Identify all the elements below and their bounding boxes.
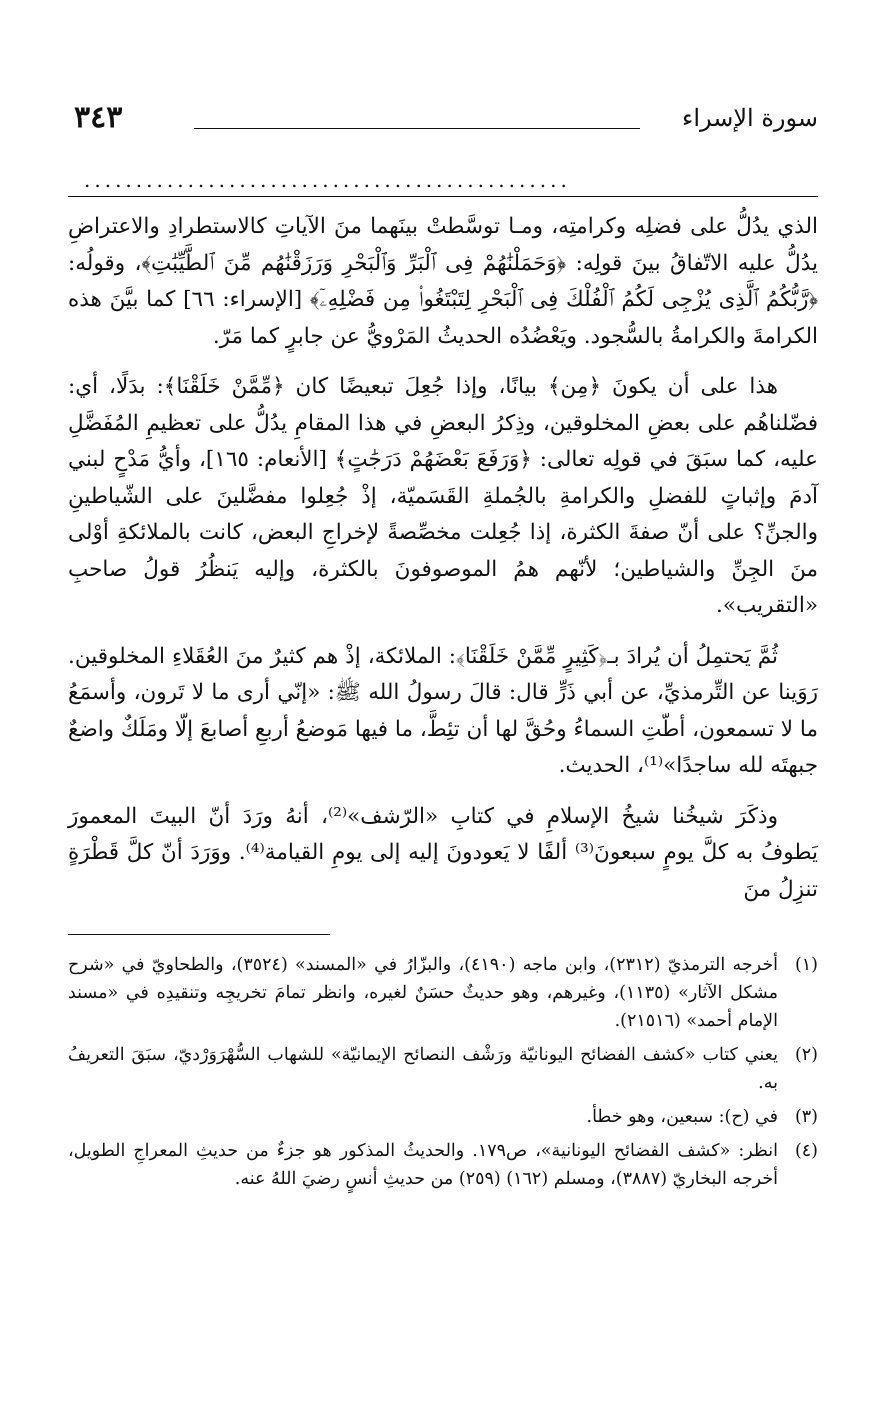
footnote bbox=[68, 951, 818, 1035]
book-page bbox=[68, 100, 818, 1199]
footnote-rule bbox=[68, 934, 330, 935]
footnote bbox=[68, 1137, 818, 1193]
footnote-text: يعني كتاب «كشف الفضائح اليونانيّة ورَشْف النصائح الإيمانيّة» للشهاب السُّهْرَوَرْديّ، سبَقَ التعريفُ به. bbox=[68, 1045, 778, 1093]
separator-rule bbox=[68, 196, 818, 197]
footnotes bbox=[68, 951, 818, 1193]
header-rule bbox=[194, 128, 640, 129]
paragraph: الذي يدُلُّ على فضلِه وكرامتِه، ومـا توسَّطتْ بينَهما منَ الآياتِ كالاستطرادِ والاعتراضِ يدُلُّ عليه الاتّفاقُ بينَ قولِه: ﴿وَحَمَلْنَٰهُمْ فِى ٱلْبَرِّ وَٱلْبَحْرِ وَرَزَقْنَٰهُم مِّنَ ٱلطَّيِّبَٰتِ﴾، وقولُه: ﴿رَّبُّكُمُ ٱلَّذِى يُزْجِى لَكُمُ ٱلْفُلْكَ فِى ٱلْبَحْرِ لِتَبْتَغُوا۟ مِن فَضْلِهِۦٓ﴾ [الإسراء: ٦٦] كما بيَّنَ هذه الكرامةَ والكرامةُ بالسُّجود. ويَعْضُدُه الحديثُ المَرْويُّ عن جابرٍ كما مَرّ. bbox=[68, 214, 818, 349]
page-number: ٣٤٣ bbox=[74, 100, 123, 135]
footnote-number: (٢) bbox=[794, 1045, 818, 1065]
footnote-number: (١) bbox=[794, 955, 818, 975]
footnote-text: أخرجه الترمذيّ (٢٣١٢)، وابن ماجه (٤١٩٠)، والبزّارُ في «المسند» (٣٥٢٤)، والطحاويّ في «شرح مشكل الآثار» (١١٣٥)، وغيرهم، وهو حديثٌ حسَنٌ لغيره، وانظر تمامَ تخريجِه وتنقيدِه في «مسند الإمام أحمد» (٢١٥١٦). bbox=[68, 955, 779, 1031]
footnote-number: (٣) bbox=[794, 1107, 818, 1127]
footnote-text: في (ح): سبعين، وهو خطأ. bbox=[586, 1107, 778, 1127]
footnote bbox=[68, 1103, 818, 1131]
paragraph: هذا على أن يكونَ ﴿مِن﴾ بيانًا، وإذا جُعِلَ تبعيضًا كان ﴿مِّمَّنْ خَلَقْنَا﴾: بدَلًا، أي: فضّلناهُم على بعضِ المخلوقين، وذِكرُ البعضِ في هذا المقامِ يدُلُّ على تعظيمِ المُفَضَّلِ عليه، كما سبَقَ في قولِه تعالى: ﴿وَرَفَعَ بَعْضَهُمْ دَرَجَٰتٍ﴾ [الأنعام: ١٦٥]، وأيُّ مَدْحٍ لبني آدمَ وإثباتٍ للفضلِ والكرامةِ بالجُملةِ القَسَميّة، إذْ جُعِلوا مفضَّلينَ على الشّياطينِ والجنِّ؟ على أنّ صفةَ الكثرة، إذا جُعِلت مخصِّصةً لإخراجِ البعض، كانت بالملائكةِ أوْلى منَ الجِنِّ والشياطين؛ لأنّهم همُ الموصوفونَ بالكثرة، وإليه يَنظُرُ قولُ صاحبِ «التقريب». bbox=[68, 374, 818, 618]
footnote-number: (٤) bbox=[794, 1141, 818, 1161]
footnote bbox=[68, 1041, 818, 1097]
running-header bbox=[68, 100, 818, 140]
footnote-text: انظر: «كشف الفضائح اليونانية»، ص١٧٩. والحديثُ المذكور هو جزءٌ من حديثِ المعراجِ الطويل، أخرجه البخاريّ (٣٨٨٧)، ومسلم (١٦٢) (٢٥٩) من حديثِ أنسٍ رضيَ اللهُ عنه. bbox=[68, 1141, 778, 1189]
paragraph: وذكَرَ شيخُنا شيخُ الإسلامِ في كتابِ «الرّشف»⁽²⁾، أنهُ ورَدَ أنّ البيتَ المعمورَ يَطوفُ به كلَّ يومٍ سبعونَ⁽³⁾ ألفًا لا يَعودونَ إليه إلى يومِ القيامة⁽⁴⁾. ووَرَدَ أنّ كلَّ قَطْرَةٍ تنزِلُ منَ bbox=[68, 803, 818, 902]
paragraph: ثُمَّ يَحتمِلُ أن يُرادَ بـ﴿كَثِيرٍ مِّمَّنْ خَلَقْنَا﴾: الملائكة، إذْ هم كثيرٌ منَ العُقَلاءِ المخلوقين. رَوَينا عن التِّرمذيِّ، عن أبي ذَرٍّ قال: قالَ رسولُ الله ﷺ: «إنّي أرى ما لا تَرون، وأسمَعُ ما لا تسمعون، أطّتِ السماءُ وحُقَّ لها أن تئِطَّ، ما فيها مَوضعُ أربعِ أصابعَ إلّا ومَلَكٌ واضعٌ جبهتَه لله ساجدًا»⁽¹⁾، الحديث. bbox=[68, 643, 818, 778]
main-text bbox=[68, 209, 818, 908]
separator-dots: ............................................... bbox=[84, 170, 571, 190]
surah-name: سورة الإسراء bbox=[682, 104, 818, 132]
